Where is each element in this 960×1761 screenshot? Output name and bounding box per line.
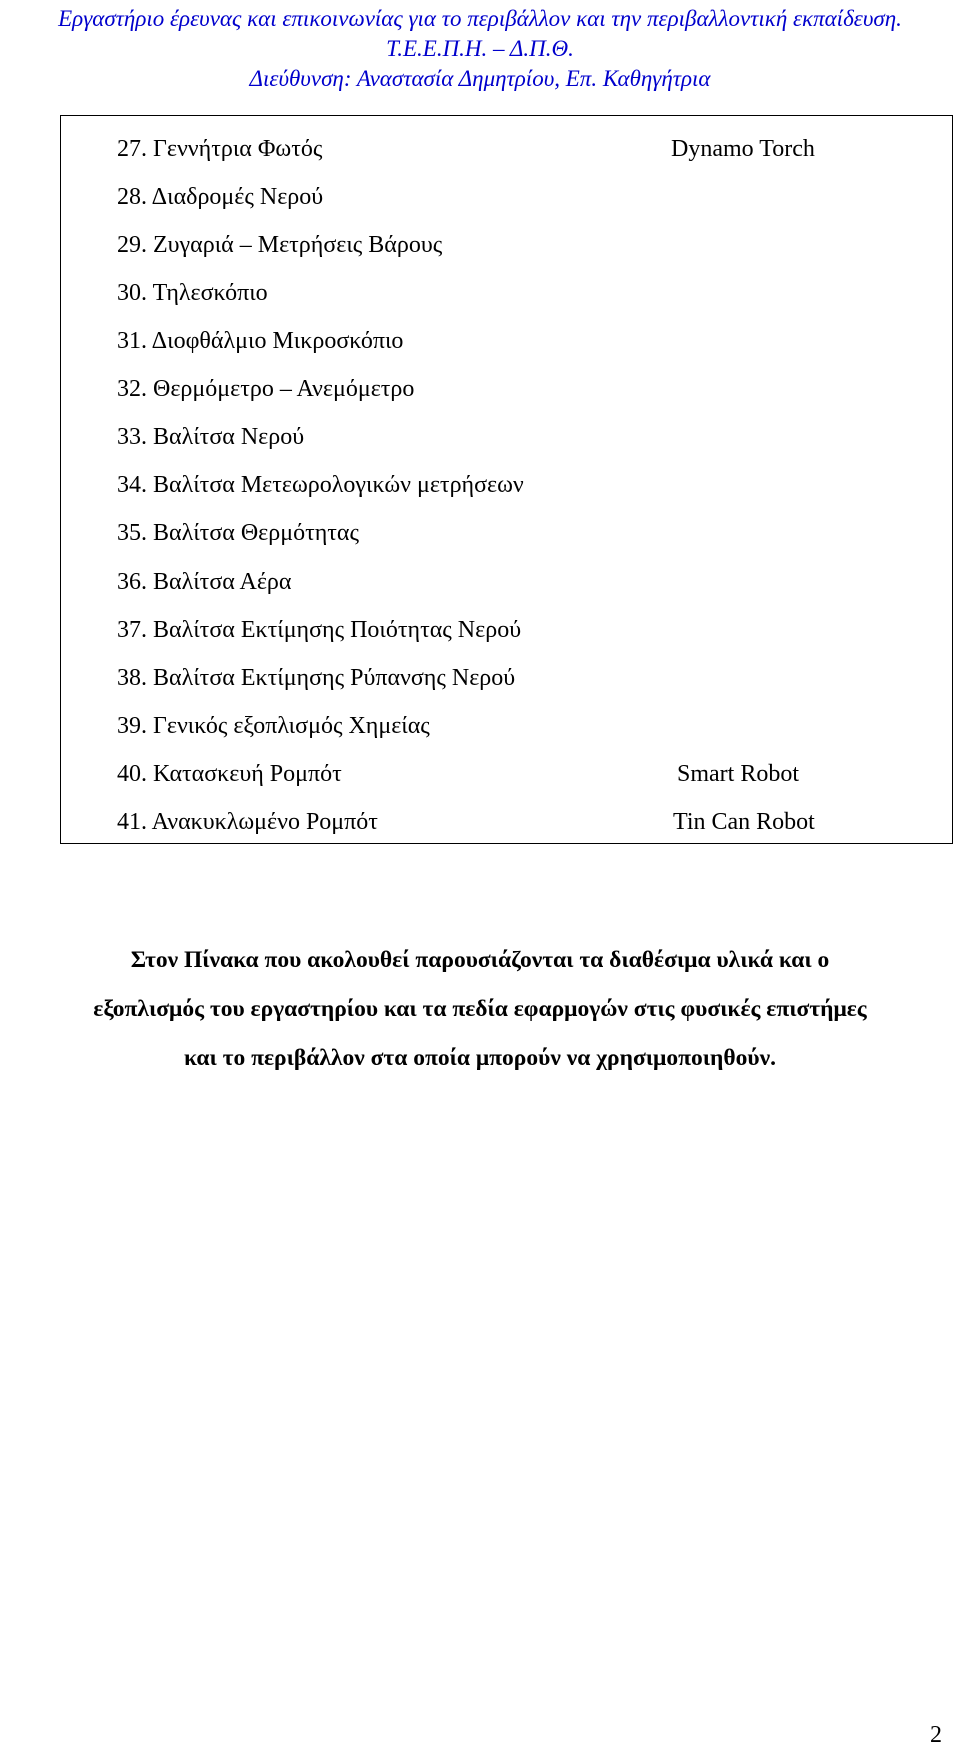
item-label: 34. Βαλίτσα Μετεωρολογικών μετρήσεων	[117, 472, 524, 498]
item-label: 32. Θερμόμετρο – Ανεμόμετρο	[117, 376, 415, 402]
list-item	[117, 802, 947, 842]
header-lab-title: Εργαστήριο έρευνας και επικοινωνίας για το περιβάλλον και την περιβαλλοντική εκπαίδευση.	[58, 6, 902, 31]
item-label: 35. Βαλίτσα Θερμότητας	[117, 520, 360, 546]
list-item	[117, 225, 947, 265]
item-label: 30. Τηλεσκόπιο	[117, 280, 268, 306]
list-item	[117, 610, 947, 650]
item-label: 36. Βαλίτσα Αέρα	[117, 569, 292, 595]
paragraph-line: και το περιβάλλον στα οποία μπορούν να χρησιμοποιηθούν.	[184, 1045, 776, 1071]
item-label: 38. Βαλίτσα Εκτίμησης Ρύπανσης Νερού	[117, 665, 516, 691]
list-item	[117, 321, 947, 361]
paragraph-line: Στον Πίνακα που ακολουθεί παρουσιάζονται τα διαθέσιμα υλικά και ο	[130, 947, 830, 973]
paragraph-line: εξοπλισμός του εργαστηρίου και τα πεδία εφαρμογών στις φυσικές επιστήμες	[93, 996, 867, 1022]
list-item	[117, 562, 947, 602]
item-english-name: Tin Can Robot	[673, 809, 815, 835]
item-label: 31. Διοφθάλμιο Μικροσκόπιο	[117, 328, 404, 354]
item-label: 27. Γεννήτρια Φωτός	[117, 136, 323, 162]
intro-paragraph	[20, 936, 940, 1083]
list-item	[117, 273, 947, 313]
item-label: 39. Γενικός εξοπλισμός Χημείας	[117, 713, 430, 739]
list-item	[117, 706, 947, 746]
item-label: 29. Ζυγαριά – Μετρήσεις Βάρους	[117, 232, 443, 258]
list-item	[117, 177, 947, 217]
header-department: Τ.Ε.Ε.Π.Η. – Δ.Π.Θ.	[386, 36, 574, 61]
page-header	[0, 4, 960, 94]
list-item	[117, 465, 947, 505]
header-director: Διεύθυνση: Αναστασία Δημητρίου, Επ. Καθηγήτρια	[249, 66, 711, 91]
item-label: 40. Κατασκευή Ρομπότ	[117, 761, 342, 787]
item-label: 37. Βαλίτσα Εκτίμησης Ποιότητας Νερού	[117, 617, 522, 643]
page-number: 2	[930, 1722, 942, 1748]
item-english-name: Smart Robot	[677, 761, 800, 787]
item-label: 33. Βαλίτσα Νερού	[117, 424, 305, 450]
item-label: 41. Ανακυκλωμένο Ρομπότ	[117, 809, 378, 835]
list-item	[117, 417, 947, 457]
list-item	[117, 658, 947, 698]
item-english-name: Dynamo Torch	[671, 136, 815, 162]
item-label: 28. Διαδρομές Νερού	[117, 184, 324, 210]
list-item	[117, 754, 947, 794]
list-item	[117, 369, 947, 409]
equipment-list-box	[60, 115, 953, 844]
list-item	[117, 513, 947, 553]
list-item	[117, 129, 947, 169]
